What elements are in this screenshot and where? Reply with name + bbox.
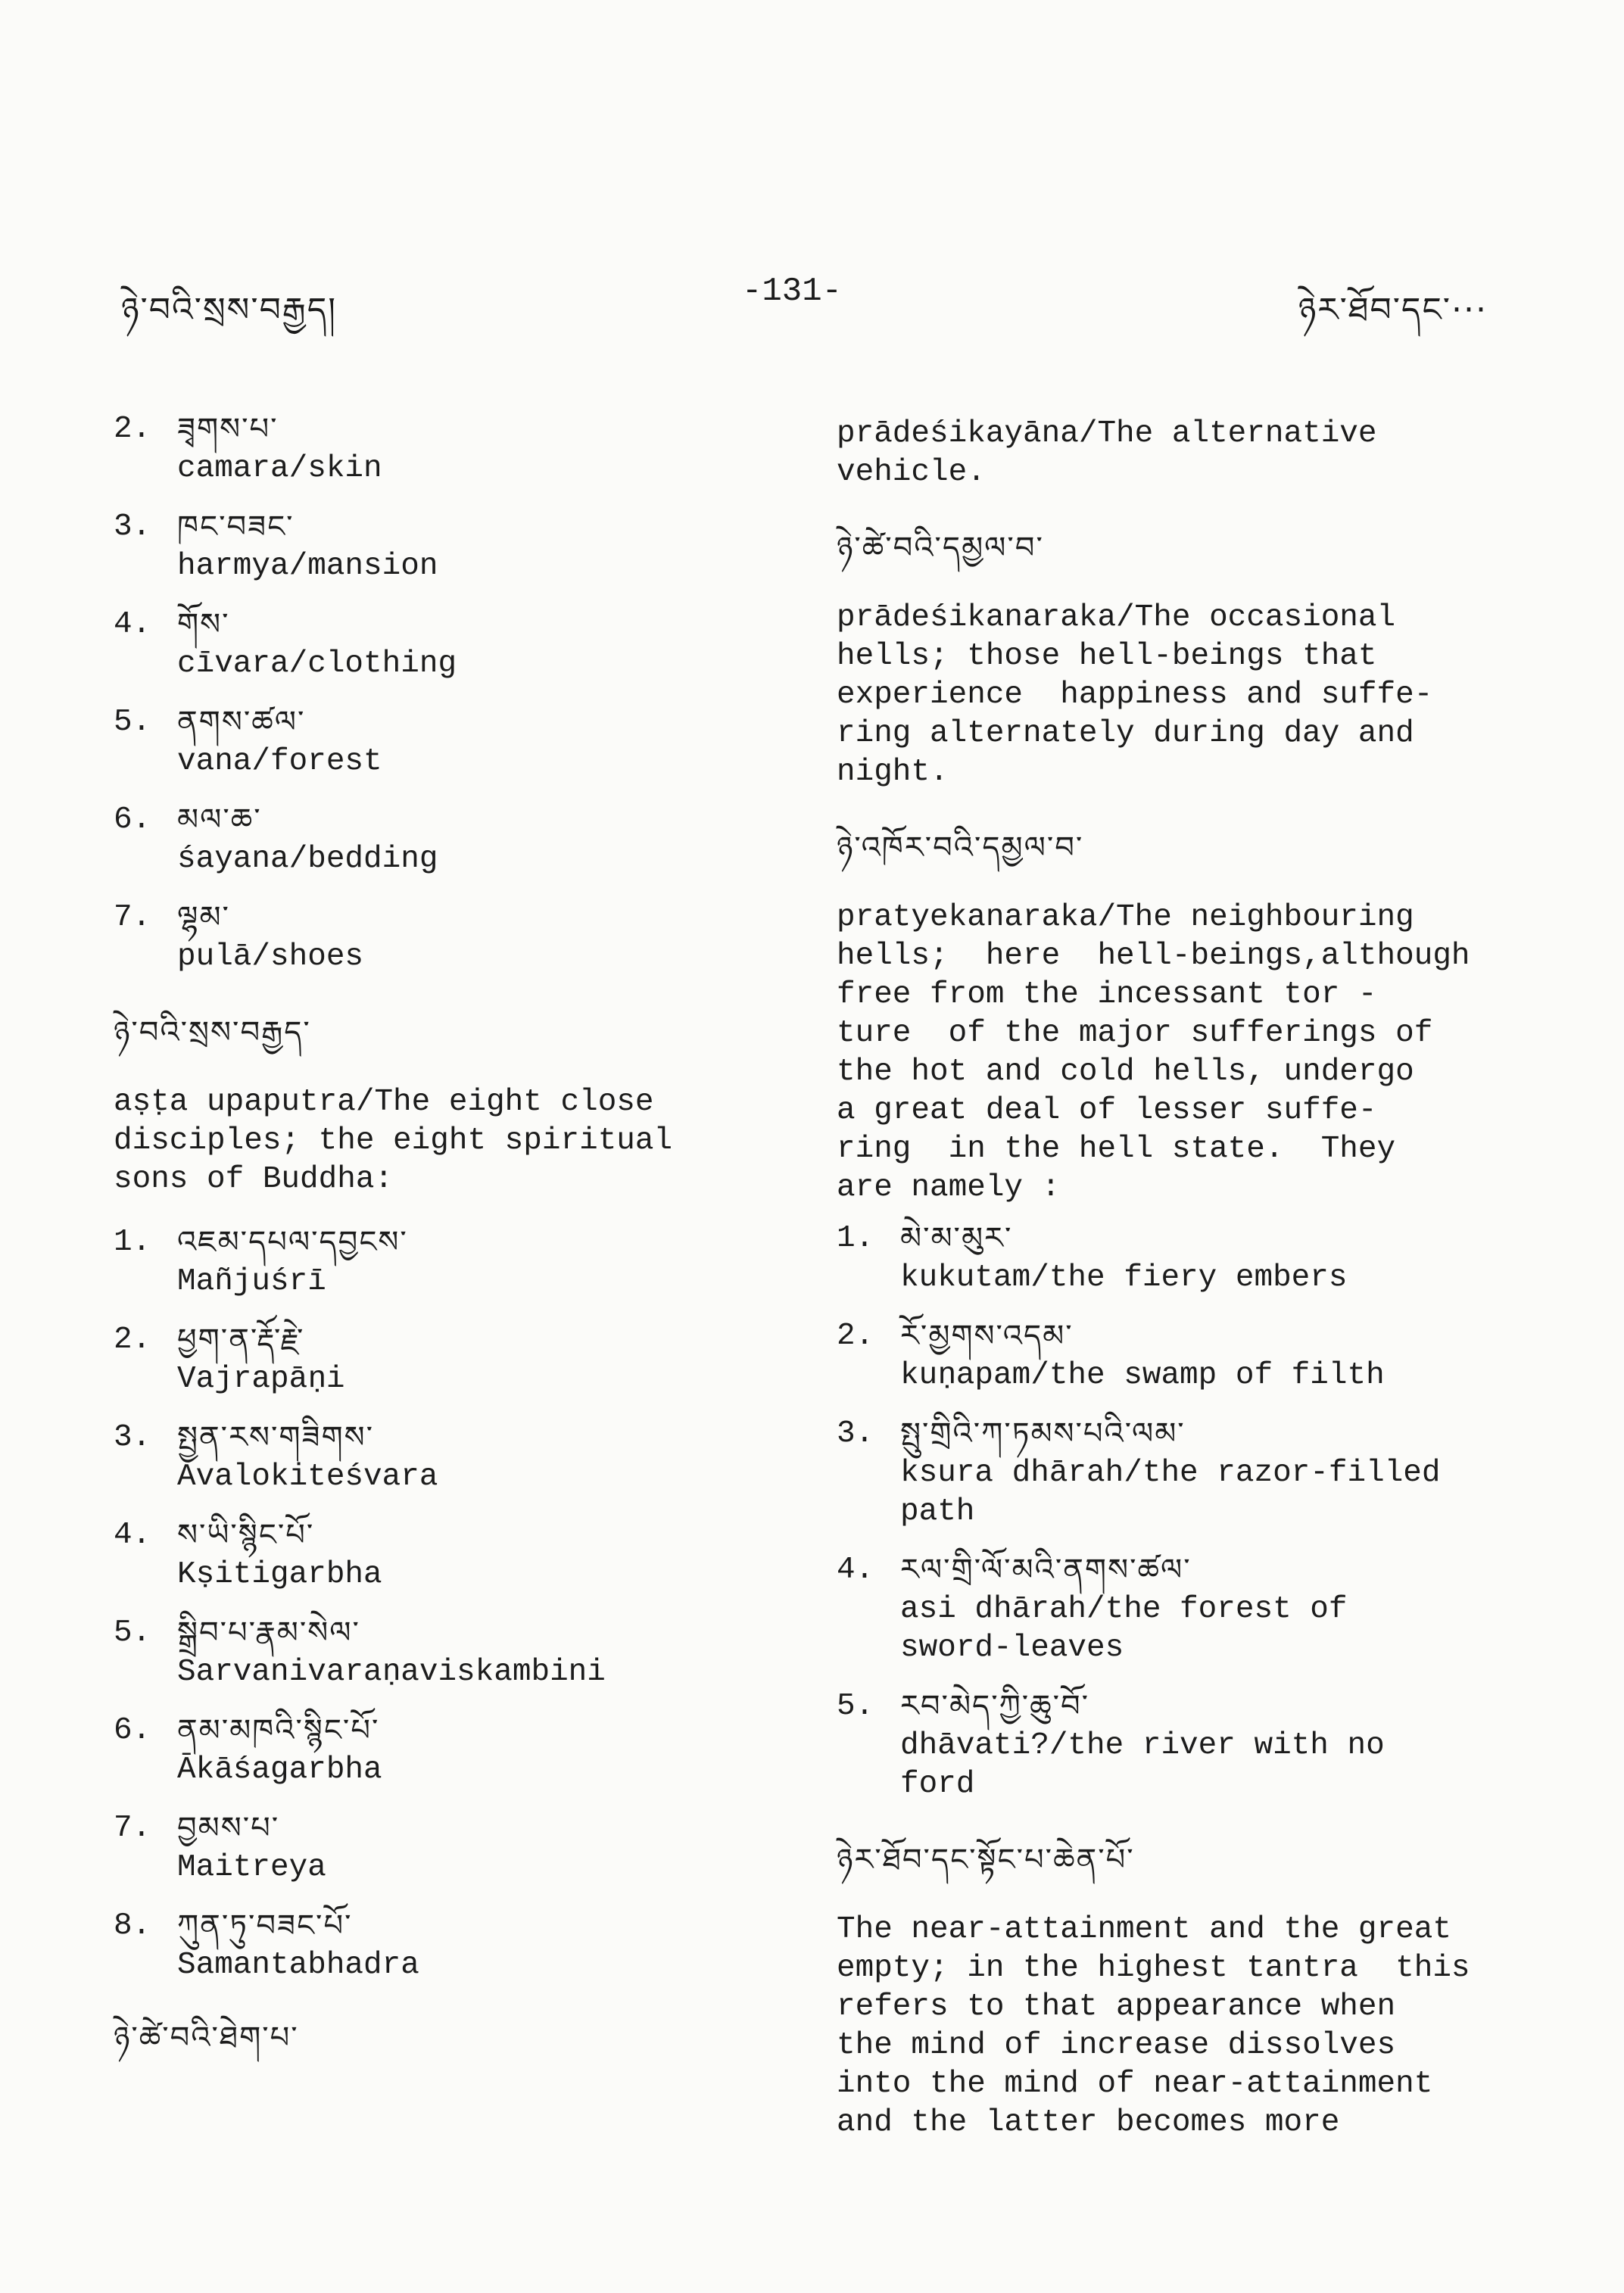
item-translation: sword-leaves bbox=[900, 1631, 1124, 1665]
item-tibetan: རབ་མེད་ཀྱི་ཆུ་བོ་ bbox=[900, 1689, 1090, 1724]
entry-headword: ཉེར་ཐོབ་དང་སྟོང་པ་ཆེན་པོ་ bbox=[837, 1843, 1135, 1877]
item-tibetan: ལྷམ་ bbox=[177, 900, 230, 935]
list-item bbox=[114, 1905, 734, 1985]
definition-line: refers to that appearance when bbox=[837, 1989, 1396, 2024]
item-translation: Ākāśagarbha bbox=[177, 1752, 382, 1787]
item-translation: kuṇapam/the swamp of filth bbox=[900, 1358, 1385, 1393]
item-translation: Mañjuśrī bbox=[177, 1264, 326, 1299]
list-item bbox=[837, 1413, 1556, 1531]
list-item bbox=[837, 1218, 1556, 1298]
list-item bbox=[114, 1222, 734, 1301]
definition-line: into the mind of near-attainment bbox=[837, 2067, 1433, 2101]
list-item bbox=[114, 604, 734, 684]
item-translation: path bbox=[900, 1494, 975, 1529]
item-translation: cīvara/clothing bbox=[177, 646, 457, 681]
item-tibetan: སྤྱན་རས་གཟིགས་ bbox=[177, 1420, 375, 1455]
list-item bbox=[114, 506, 734, 586]
list-neighbouring-hells bbox=[837, 1218, 1556, 1804]
right-column bbox=[837, 415, 1556, 2142]
item-number: 2. bbox=[114, 1323, 151, 1357]
entry-headword: ཉེ་འཁོར་བའི་དམྱལ་བ་ bbox=[837, 830, 1084, 865]
definition-line: a great deal of lesser suffe- bbox=[837, 1093, 1377, 1128]
item-number: 2. bbox=[114, 412, 151, 447]
item-tibetan: ས་ཡི་སྙིང་པོ་ bbox=[177, 1518, 315, 1553]
item-number: 5. bbox=[837, 1689, 874, 1724]
list-item bbox=[114, 1319, 734, 1399]
item-translation: pulā/shoes bbox=[177, 939, 364, 974]
item-number: 2. bbox=[837, 1319, 874, 1354]
running-head-left: ཉེ་བའི་སྲས་བརྒྱད། bbox=[121, 291, 338, 329]
definition-line: and the latter becomes more bbox=[837, 2105, 1340, 2140]
item-tibetan: ཀུན་ཏུ་བཟང་པོ་ bbox=[177, 1908, 353, 1943]
item-translation: Kṣitigarbha bbox=[177, 1557, 382, 1592]
definition-line: aṣṭa upaputra/The eight close bbox=[114, 1085, 654, 1120]
list-item bbox=[837, 1686, 1556, 1804]
item-translation: ford bbox=[900, 1767, 975, 1802]
page-number: -131- bbox=[742, 273, 843, 310]
list-item bbox=[114, 799, 734, 879]
item-number: 5. bbox=[114, 1615, 151, 1650]
item-number: 6. bbox=[114, 1713, 151, 1748]
item-number: 6. bbox=[114, 802, 151, 837]
item-translation: camara/skin bbox=[177, 451, 382, 486]
item-translation: asi dhārah/the forest of bbox=[900, 1592, 1348, 1627]
item-translation: Maitreya bbox=[177, 1850, 326, 1885]
item-translation: Sarvanivaraṇaviskambini bbox=[177, 1655, 606, 1690]
left-column bbox=[114, 409, 734, 2089]
definition-line: the hot and cold hells, undergo bbox=[837, 1055, 1414, 1089]
list-disciples bbox=[114, 1222, 734, 1985]
item-tibetan: ནགས་ཚལ་ bbox=[177, 705, 306, 740]
entry-occasional-hells bbox=[837, 513, 1556, 792]
definition-line: ring in the hell state. They bbox=[837, 1132, 1396, 1167]
definition-line: hells; those hell-beings that bbox=[837, 639, 1377, 674]
item-number: 1. bbox=[114, 1225, 151, 1260]
definition-line: are namely : bbox=[837, 1170, 1061, 1205]
item-translation: Samantabhadra bbox=[177, 1948, 419, 1983]
list-item bbox=[837, 1550, 1556, 1668]
item-tibetan: ནམ་མཁའི་སྙིང་པོ་ bbox=[177, 1713, 380, 1748]
running-head-right: ཉེར་ཐོབ་དང་··· bbox=[1298, 291, 1488, 329]
list-item bbox=[114, 1417, 734, 1497]
item-translation: Vajrapāṇi bbox=[177, 1362, 345, 1397]
item-translation: ksura dhārah/the razor-filled bbox=[900, 1456, 1441, 1491]
definition-line: vehicle. bbox=[837, 455, 986, 490]
list-item bbox=[114, 1515, 734, 1594]
item-tibetan: མེ་མ་མུར་ bbox=[900, 1221, 1013, 1256]
item-tibetan: མལ་ཆ་ bbox=[177, 802, 262, 837]
list-item bbox=[114, 1808, 734, 1887]
list-item bbox=[114, 897, 734, 977]
item-tibetan: རོ་མྱགས་འདམ་ bbox=[900, 1319, 1074, 1354]
definition-line: empty; in the highest tantra this bbox=[837, 1951, 1470, 1986]
definition-line: night. bbox=[837, 755, 949, 790]
definition-line: pratyekanaraka/The neighbouring bbox=[837, 900, 1414, 935]
item-translation: śayana/bedding bbox=[177, 842, 438, 877]
definition-line: the mind of increase dissolves bbox=[837, 2028, 1396, 2063]
list-item bbox=[114, 409, 734, 488]
item-number: 7. bbox=[114, 1811, 151, 1846]
item-number: 4. bbox=[837, 1553, 874, 1587]
entry-headword: ཉེ་བའི་སྲས་བརྒྱད་ bbox=[114, 1015, 311, 1050]
definition-line: disciples; the eight spiritual bbox=[114, 1123, 673, 1158]
item-translation: kukutam/the fiery embers bbox=[900, 1260, 1348, 1295]
list-item bbox=[114, 702, 734, 781]
item-tibetan: སྒྲིབ་པ་རྣམ་སེལ་ bbox=[177, 1615, 360, 1650]
item-tibetan: ཟྭགས་པ་ bbox=[177, 412, 279, 447]
definition-line: hells; here hell-beings,although bbox=[837, 939, 1470, 974]
definition-line: ring alternately during day and bbox=[837, 716, 1414, 751]
item-tibetan: ཕྱག་ན་རྡོ་རྗེ་ bbox=[177, 1323, 305, 1357]
definition-line: prādeśikayāna/The alternative bbox=[837, 416, 1377, 451]
item-tibetan: འཇམ་དཔལ་དབྱངས་ bbox=[177, 1225, 408, 1260]
item-number: 4. bbox=[114, 1518, 151, 1553]
item-tibetan: གོས་ bbox=[177, 607, 230, 642]
item-tibetan: ཁང་བཟང་ bbox=[177, 509, 295, 544]
definition-line: sons of Buddha: bbox=[114, 1162, 394, 1197]
definition-line: prādeśikanaraka/The occasional bbox=[837, 600, 1396, 635]
definition-line: experience happiness and suffe- bbox=[837, 678, 1433, 712]
item-tibetan: སྤུ་གྲིའི་ཀ་ཏམས་པའི་ལམ་ bbox=[900, 1416, 1186, 1451]
entry-neighbouring-hells bbox=[837, 813, 1556, 1207]
definition-line: free from the incessant tor - bbox=[837, 977, 1377, 1012]
entry-headword: ཉེ་ཚེ་བའི་ཐེག་པ་ bbox=[114, 2020, 299, 2055]
entry-headword: ཉེ་ཚེ་བའི་དམྱལ་བ་ bbox=[837, 531, 1044, 565]
entry-near-attainment bbox=[837, 1825, 1556, 2142]
item-number: 4. bbox=[114, 607, 151, 642]
list-item bbox=[114, 1710, 734, 1790]
item-number: 7. bbox=[114, 900, 151, 935]
item-translation: Avalokiteśvara bbox=[177, 1460, 438, 1494]
item-translation: harmya/mansion bbox=[177, 549, 438, 584]
item-number: 3. bbox=[114, 1420, 151, 1455]
definition-line: The near-attainment and the great bbox=[837, 1912, 1451, 1947]
entry-eight-close-disciples bbox=[114, 998, 734, 1199]
item-tibetan: རལ་གྲི་ལོ་མའི་ནགས་ཚལ་ bbox=[900, 1553, 1192, 1587]
list-item bbox=[837, 1316, 1556, 1395]
item-number: 1. bbox=[837, 1221, 874, 1256]
list-skins bbox=[114, 409, 734, 977]
item-tibetan: བྱམས་པ་ bbox=[177, 1811, 280, 1846]
entry-continuation bbox=[837, 415, 1556, 492]
definition-line: ture of the major sufferings of bbox=[837, 1016, 1433, 1051]
item-number: 5. bbox=[114, 705, 151, 740]
item-number: 3. bbox=[114, 509, 151, 544]
item-translation: vana/forest bbox=[177, 744, 382, 779]
item-translation: dhāvati?/the river with no bbox=[900, 1728, 1385, 1763]
list-item bbox=[114, 1612, 734, 1692]
item-number: 8. bbox=[114, 1908, 151, 1943]
item-number: 3. bbox=[837, 1416, 874, 1451]
